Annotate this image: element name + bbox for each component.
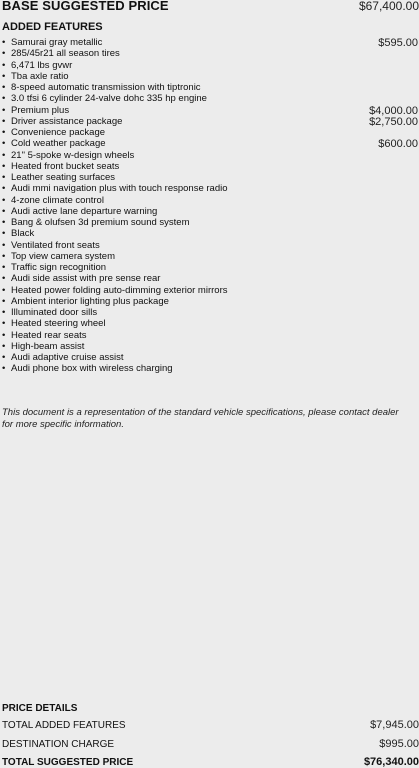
feature-label-group: [2, 251, 115, 262]
bullet-icon: •: [2, 307, 6, 318]
added-features-list: [0, 37, 419, 375]
feature-item: [0, 195, 419, 206]
feature-label: Leather seating surfaces: [11, 172, 116, 183]
bullet-icon: •: [2, 59, 6, 71]
feature-item: [0, 206, 419, 217]
feature-item: [0, 285, 419, 296]
bullet-icon: •: [2, 183, 6, 195]
total-added-features-value: $7,945.00: [370, 719, 419, 731]
feature-label: Traffic sign recognition: [11, 262, 107, 273]
destination-charge-row: [2, 738, 419, 750]
feature-label: Audi mmi navigation plus with touch response radio: [11, 183, 228, 195]
destination-charge-value: $995.00: [379, 738, 419, 750]
added-features-title: ADDED FEATURES: [2, 21, 103, 33]
bullet-icon: •: [2, 340, 6, 352]
bullet-icon: •: [2, 284, 6, 296]
feature-label-group: [2, 138, 106, 149]
feature-label: 285/45r21 all season tires: [11, 48, 120, 60]
feature-label: Ventilated front seats: [11, 239, 100, 251]
feature-label-group: [2, 127, 105, 138]
bullet-icon: •: [2, 48, 6, 60]
feature-price: $4,000.00: [369, 104, 418, 117]
total-suggested-price-label: TOTAL SUGGESTED PRICE: [2, 757, 134, 768]
feature-label: High-beam assist: [11, 340, 85, 352]
bullet-icon: •: [2, 329, 6, 341]
bullet-icon: •: [2, 318, 6, 330]
bullet-icon: •: [2, 127, 6, 138]
bullet-icon: •: [2, 228, 6, 240]
feature-label-group: [2, 217, 189, 228]
feature-label-group: [2, 285, 227, 296]
feature-item: [0, 138, 419, 149]
feature-label: Audi phone box with wireless charging: [11, 363, 173, 375]
feature-label-group: [2, 48, 120, 59]
feature-label-group: [2, 82, 201, 93]
feature-price: $2,750.00: [369, 115, 418, 128]
feature-label-group: [2, 172, 115, 183]
feature-label-group: [2, 262, 106, 273]
bullet-icon: •: [2, 194, 6, 206]
bullet-icon: •: [2, 138, 6, 150]
feature-item: [0, 228, 419, 239]
feature-label: Samurai gray metallic: [11, 37, 103, 48]
feature-label-group: [2, 183, 228, 194]
feature-item: [0, 48, 419, 59]
feature-label: Cold weather package: [11, 138, 106, 150]
feature-label: Ambient interior lighting plus package: [11, 295, 169, 307]
feature-label-group: [2, 206, 157, 217]
feature-label-group: [2, 330, 87, 341]
bullet-icon: •: [2, 37, 6, 48]
feature-label-group: [2, 318, 106, 329]
bullet-icon: •: [2, 172, 6, 183]
feature-label: Bang & olufsen 3d premium sound system: [11, 217, 190, 228]
feature-label: Heated rear seats: [11, 329, 87, 341]
feature-label-group: [2, 105, 69, 116]
bullet-icon: •: [2, 70, 6, 82]
feature-item: [0, 161, 419, 172]
feature-label-group: [2, 307, 97, 318]
feature-item: [0, 183, 419, 194]
feature-label: Premium plus: [11, 104, 70, 116]
feature-item: [0, 172, 419, 183]
bullet-icon: •: [2, 239, 6, 251]
feature-label: Illuminated door sills: [11, 307, 98, 318]
feature-item: [0, 330, 419, 341]
feature-item: [0, 307, 419, 318]
feature-label: 6,471 lbs gvwr: [11, 59, 73, 71]
total-suggested-price-row: [2, 756, 419, 768]
feature-item: [0, 71, 419, 82]
feature-item: [0, 37, 419, 48]
feature-label: 8-speed automatic transmission with tiptronic: [11, 82, 201, 93]
total-added-features-label: TOTAL ADDED FEATURES: [2, 720, 126, 731]
bullet-icon: •: [2, 295, 6, 307]
feature-label: 3.0 tfsi 6 cylinder 24-valve dohc 335 hp engine: [11, 93, 207, 105]
bullet-icon: •: [2, 82, 6, 93]
feature-label-group: [2, 150, 134, 161]
bullet-icon: •: [2, 273, 6, 285]
feature-label: Heated steering wheel: [11, 318, 106, 330]
feature-label: Audi side assist with pre sense rear: [11, 273, 161, 285]
bullet-icon: •: [2, 160, 6, 172]
feature-label-group: [2, 228, 34, 239]
total-added-features-row: [2, 719, 419, 731]
feature-label: Audi adaptive cruise assist: [11, 352, 124, 363]
feature-label-group: [2, 352, 123, 363]
feature-label: Top view camera system: [11, 250, 116, 262]
feature-price: $600.00: [378, 138, 418, 151]
feature-item: [0, 363, 419, 374]
feature-label: 21" 5-spoke w-design wheels: [11, 149, 135, 161]
feature-item: [0, 240, 419, 251]
feature-item: [0, 352, 419, 363]
destination-charge-label: DESTINATION CHARGE: [2, 739, 115, 750]
bullet-icon: •: [2, 352, 6, 363]
feature-item: [0, 296, 419, 307]
bullet-icon: •: [2, 104, 6, 116]
bullet-icon: •: [2, 250, 6, 262]
feature-label-group: [2, 296, 169, 307]
feature-item: [0, 105, 419, 116]
feature-label: Heated front bucket seats: [11, 160, 120, 172]
total-suggested-price-value: $76,340.00: [363, 756, 419, 768]
feature-item: [0, 251, 419, 262]
feature-label-group: [2, 60, 72, 71]
feature-label-group: [2, 341, 84, 352]
feature-label-group: [2, 37, 102, 48]
feature-label: Heated power folding auto-dimming exterior mirrors: [11, 284, 228, 296]
feature-label: 4-zone climate control: [11, 194, 104, 206]
feature-label-group: [2, 363, 173, 374]
feature-item: [0, 262, 419, 273]
feature-label: Convenience package: [11, 127, 106, 138]
bullet-icon: •: [2, 115, 6, 127]
bullet-icon: •: [2, 149, 6, 161]
feature-label-group: [2, 116, 122, 127]
bullet-icon: •: [2, 217, 6, 228]
bullet-icon: •: [2, 262, 6, 273]
price-details-title: PRICE DETAILS: [2, 703, 78, 714]
feature-label-group: [2, 273, 160, 284]
feature-item: [0, 273, 419, 284]
disclaimer-text: This document is a representation of the standard vehicle specifications, please contact dealer for more specific information.: [2, 407, 399, 430]
feature-label-group: [2, 195, 104, 206]
feature-item: [0, 217, 419, 228]
bullet-icon: •: [2, 205, 6, 217]
feature-label: Driver assistance package: [11, 115, 123, 127]
bullet-icon: •: [2, 363, 6, 375]
feature-label-group: [2, 93, 207, 104]
feature-item: [0, 116, 419, 127]
feature-label-group: [2, 71, 69, 82]
base-price-label: BASE SUGGESTED PRICE: [2, 0, 169, 13]
feature-price: $595.00: [378, 37, 418, 49]
feature-label-group: [2, 161, 119, 172]
feature-item: [0, 150, 419, 161]
feature-item: [0, 60, 419, 71]
feature-label: Black: [11, 228, 35, 240]
feature-label: Audi active lane departure warning: [11, 205, 158, 217]
feature-label-group: [2, 240, 100, 251]
feature-item: [0, 93, 419, 104]
feature-label: Tba axle ratio: [11, 70, 69, 82]
base-price-value: $67,400.00: [358, 0, 419, 13]
feature-item: [0, 127, 419, 138]
bullet-icon: •: [2, 93, 6, 105]
base-price-row: [2, 0, 419, 13]
feature-item: [0, 82, 419, 93]
feature-item: [0, 318, 419, 329]
feature-item: [0, 341, 419, 352]
